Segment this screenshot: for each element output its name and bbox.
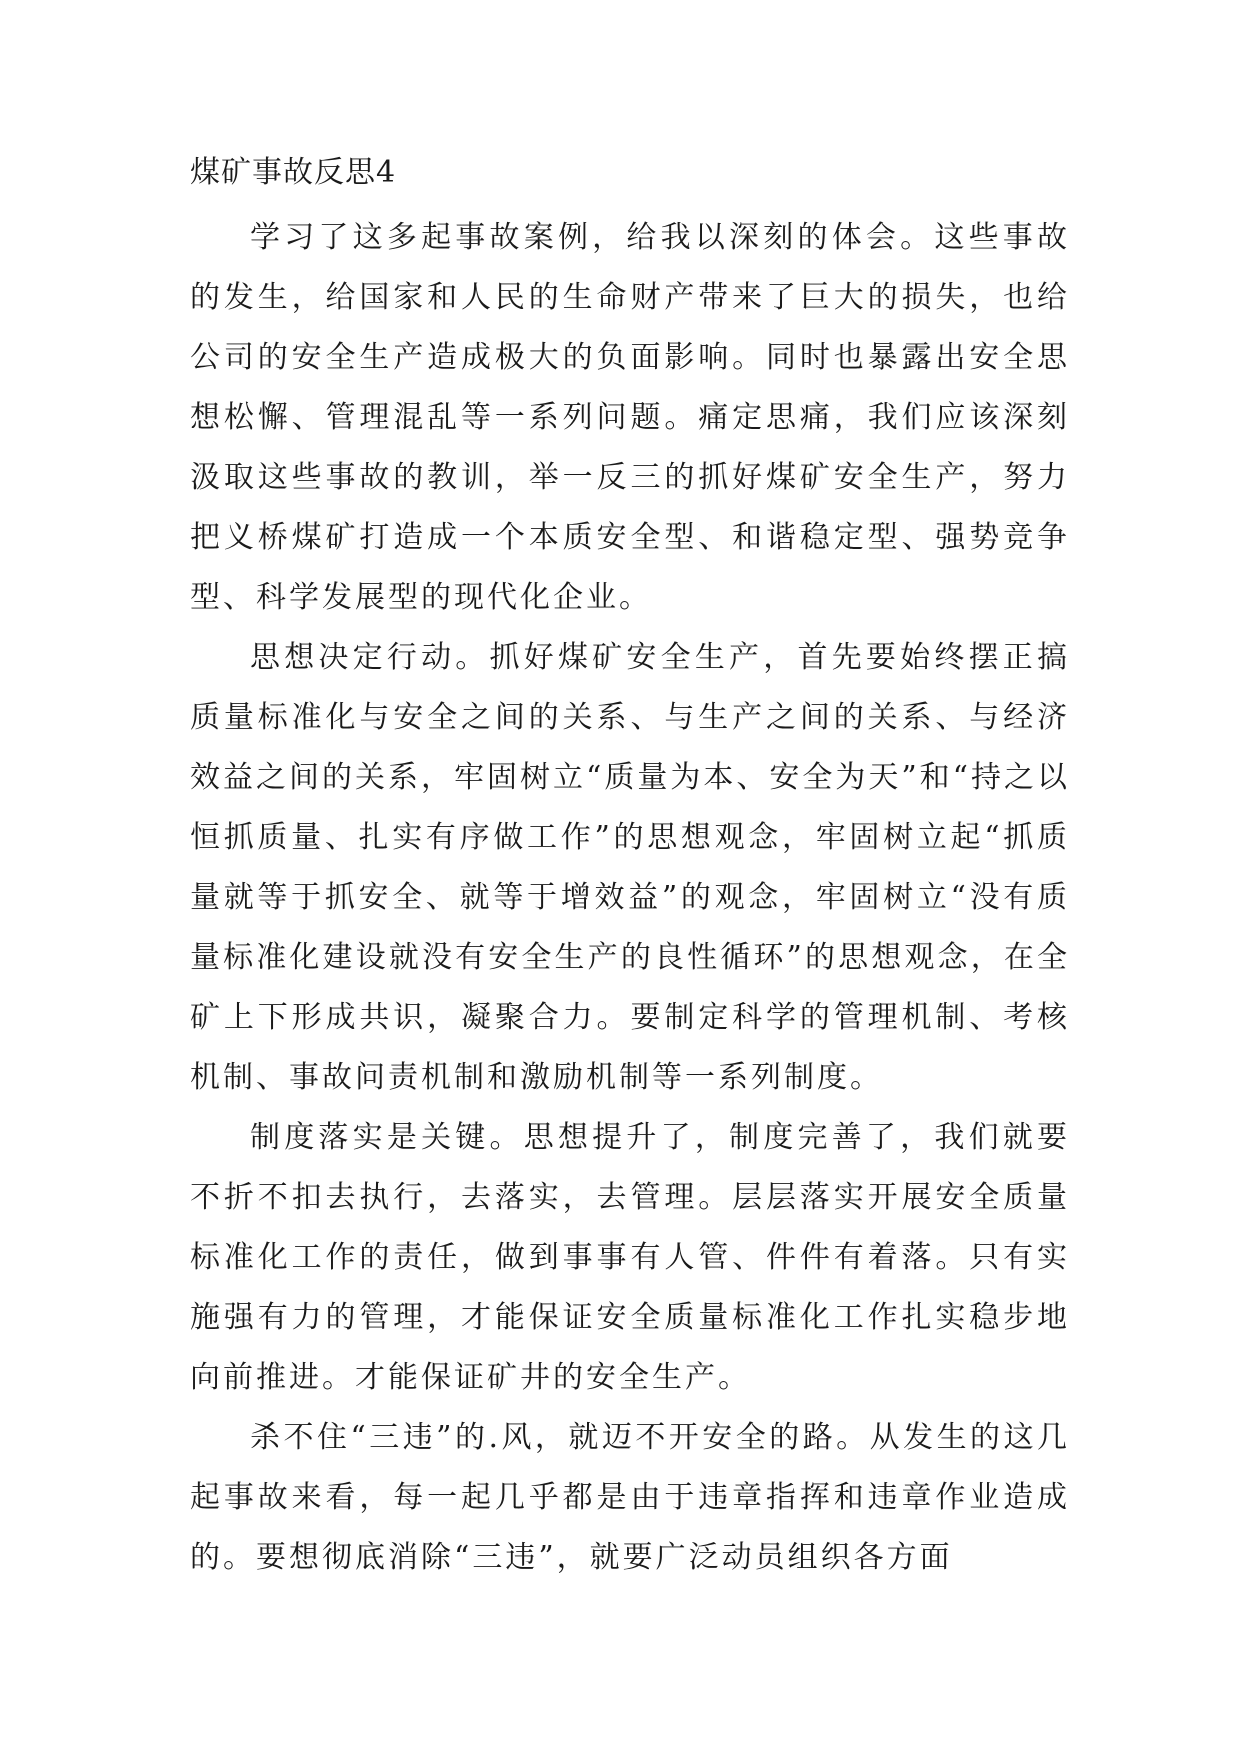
document-body bbox=[190, 150, 1070, 1588]
document-title: 煤矿事故反思4 bbox=[190, 155, 397, 190]
paragraph-1: 学习了这多起事故案例，给我以深刻的体会。这些事故的发生，给国家和人民的生命财产带来了巨大的损失，也给公司的安全生产造成极大的负面影响。同时也暴露出安全思想松懈、管理混乱等一系列问题。痛定思痛，我们应该深刻汲取这些事故的教训，举一反三的抓好煤矿安全生产，努力把义桥煤矿打造成一个本质安全型、和谐稳定型、强势竞争型、科学发展型的现代化企业。 bbox=[190, 220, 1070, 615]
paragraph-3: 制度落实是关键。思想提升了，制度完善了，我们就要不折不扣去执行，去落实，去管理。层层落实开展安全质量标准化工作的责任，做到事事有人管、件件有着落。只有实施强有力的管理，才能保证安全质量标准化工作扎实稳步地向前推进。才能保证矿井的安全生产。 bbox=[190, 1120, 1070, 1395]
paragraph-4: 杀不住“三违”的.风，就迈不开安全的路。从发生的这几起事故来看，每一起几乎都是由于违章指挥和违章作业造成的。要想彻底消除“三违”，就要广泛动员组织各方面 bbox=[190, 1420, 1070, 1575]
paragraph-2: 思想决定行动。抓好煤矿安全生产，首先要始终摆正搞质量标准化与安全之间的关系、与生产之间的关系、与经济效益之间的关系，牢固树立“质量为本、安全为天”和“持之以恒抓质量、扎实有序做工作”的思想观念，牢固树立起“抓质量就等于抓安全、就等于增效益”的观念，牢固树立“没有质量标准化建设就没有安全生产的良性循环”的思想观念，在全矿上下形成共识，凝聚合力。要制定科学的管理机制、考核机制、事故问责机制和激励机制等一系列制度。 bbox=[190, 640, 1071, 1095]
